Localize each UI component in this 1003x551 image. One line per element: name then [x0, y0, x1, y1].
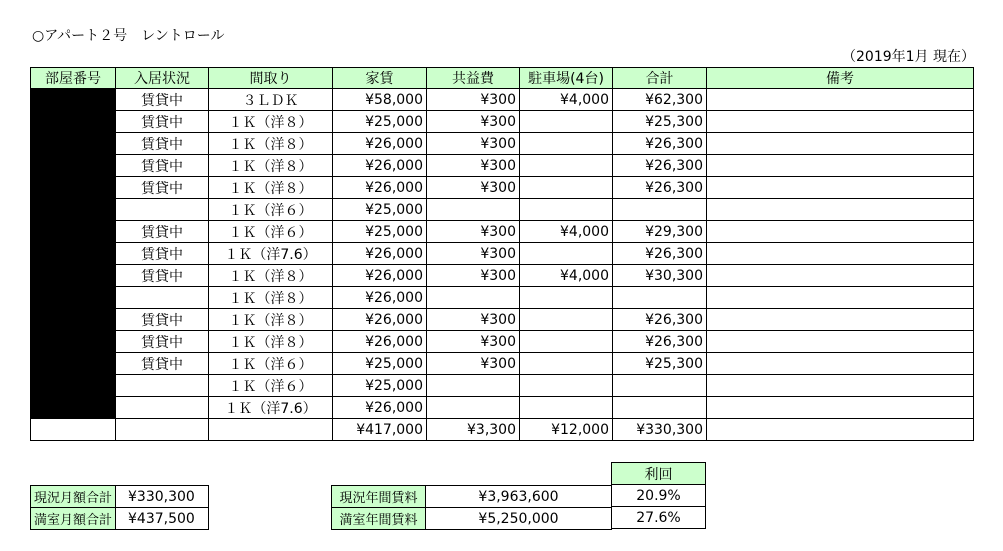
full-annual-label: 満室年間賃料: [332, 508, 426, 530]
cell-total: ¥25,300: [613, 111, 707, 133]
cell-status: [116, 397, 209, 419]
cell-layout: １Ｋ（洋６）: [209, 199, 333, 221]
cell-status: 賃貸中: [116, 221, 209, 243]
table-row: [31, 199, 974, 221]
current-yield-value: 20.9%: [612, 485, 706, 507]
cell-status: [116, 375, 209, 397]
cell-notes: [707, 353, 974, 375]
table-row: [31, 111, 974, 133]
cell-common-fee: [427, 287, 520, 309]
cell-parking: [520, 353, 613, 375]
cell-status: 賃貸中: [116, 243, 209, 265]
table-row: [31, 133, 974, 155]
cell-status: 賃貸中: [116, 353, 209, 375]
totals-rent: ¥417,000: [333, 419, 427, 441]
cell-parking: [520, 331, 613, 353]
monthly-summary-table: [30, 485, 209, 530]
cell-common-fee: ¥300: [427, 177, 520, 199]
cell-status: [116, 287, 209, 309]
cell-notes: [707, 375, 974, 397]
header-layout: 間取り: [209, 68, 333, 89]
cell-total: [613, 375, 707, 397]
table-row: [31, 89, 974, 111]
cell-notes: [707, 265, 974, 287]
cell-status: 賃貸中: [116, 89, 209, 111]
cell-layout: １Ｋ（洋８）: [209, 133, 333, 155]
cell-common-fee: [427, 375, 520, 397]
header-row: [31, 68, 974, 89]
cell-parking: [520, 287, 613, 309]
cell-rent: ¥26,000: [333, 133, 427, 155]
current-monthly-value: ¥330,300: [116, 486, 209, 508]
totals-fee: ¥3,300: [427, 419, 520, 441]
cell-notes: [707, 397, 974, 419]
cell-layout: １Ｋ（洋7.6）: [209, 397, 333, 419]
cell-total: ¥25,300: [613, 353, 707, 375]
current-yield-row: [612, 485, 706, 507]
cell-parking: [520, 309, 613, 331]
cell-rent: ¥58,000: [333, 89, 427, 111]
cell-total: ¥29,300: [613, 221, 707, 243]
current-annual-value: ¥3,963,600: [426, 486, 612, 508]
cell-parking: [520, 177, 613, 199]
table-row: [31, 331, 974, 353]
cell-rent: ¥25,000: [333, 221, 427, 243]
cell-total: ¥26,300: [613, 309, 707, 331]
table-row: [31, 177, 974, 199]
cell-layout: １Ｋ（洋８）: [209, 331, 333, 353]
current-monthly-row: [31, 486, 209, 508]
current-annual-row: [332, 486, 612, 508]
cell-common-fee: ¥300: [427, 353, 520, 375]
cell-parking: [520, 199, 613, 221]
cell-status: 賃貸中: [116, 265, 209, 287]
current-monthly-label: 現況月額合計: [31, 486, 116, 508]
header-parking: 駐車場(4台): [520, 68, 613, 89]
yield-table: [611, 462, 706, 529]
totals-parking: ¥12,000: [520, 419, 613, 441]
document-title: ○アパート２号 レントロール: [32, 28, 225, 44]
cell-total: [613, 397, 707, 419]
cell-notes: [707, 221, 974, 243]
cell-notes: [707, 155, 974, 177]
cell-parking: [520, 243, 613, 265]
full-monthly-row: [31, 508, 209, 530]
yield-header-row: [612, 463, 706, 485]
header-common-fee: 共益費: [427, 68, 520, 89]
cell-notes: [707, 199, 974, 221]
cell-layout: １Ｋ（洋８）: [209, 265, 333, 287]
table-row: [31, 287, 974, 309]
cell-parking: [520, 111, 613, 133]
cell-rent: ¥26,000: [333, 243, 427, 265]
header-status: 入居状況: [116, 68, 209, 89]
cell-parking: [520, 133, 613, 155]
totals-total: ¥330,300: [613, 419, 707, 441]
totals-blank-2: [116, 419, 209, 441]
cell-common-fee: ¥300: [427, 133, 520, 155]
cell-notes: [707, 309, 974, 331]
rent-roll-table: [30, 67, 974, 441]
header-rent: 家賃: [333, 68, 427, 89]
cell-total: ¥30,300: [613, 265, 707, 287]
cell-layout: １Ｋ（洋６）: [209, 375, 333, 397]
cell-notes: [707, 111, 974, 133]
cell-parking: [520, 155, 613, 177]
table-row: [31, 265, 974, 287]
cell-notes: [707, 243, 974, 265]
cell-status: 賃貸中: [116, 177, 209, 199]
cell-status: [116, 199, 209, 221]
cell-status: 賃貸中: [116, 331, 209, 353]
cell-layout: １Ｋ（洋８）: [209, 111, 333, 133]
header-room-number: 部屋番号: [31, 68, 116, 89]
cell-notes: [707, 177, 974, 199]
totals-row: [31, 419, 974, 441]
cell-common-fee: [427, 397, 520, 419]
cell-notes: [707, 287, 974, 309]
totals-notes: [707, 419, 974, 441]
cell-status: 賃貸中: [116, 133, 209, 155]
cell-rent: ¥26,000: [333, 265, 427, 287]
cell-total: ¥62,300: [613, 89, 707, 111]
full-monthly-label: 満室月額合計: [31, 508, 116, 530]
cell-common-fee: ¥300: [427, 243, 520, 265]
cell-notes: [707, 331, 974, 353]
cell-rent: ¥25,000: [333, 111, 427, 133]
full-annual-value: ¥5,250,000: [426, 508, 612, 530]
cell-layout: ３ＬＤＫ: [209, 89, 333, 111]
cell-notes: [707, 89, 974, 111]
full-yield-row: [612, 507, 706, 529]
cell-layout: １Ｋ（洋８）: [209, 309, 333, 331]
table-row: [31, 397, 974, 419]
cell-total: ¥26,300: [613, 331, 707, 353]
cell-layout: １Ｋ（洋６）: [209, 353, 333, 375]
cell-rent: ¥25,000: [333, 199, 427, 221]
cell-common-fee: ¥300: [427, 155, 520, 177]
cell-total: ¥26,300: [613, 133, 707, 155]
cell-parking: ¥4,000: [520, 265, 613, 287]
table-row: [31, 375, 974, 397]
table-row: [31, 221, 974, 243]
cell-status: 賃貸中: [116, 111, 209, 133]
cell-notes: [707, 133, 974, 155]
cell-parking: ¥4,000: [520, 89, 613, 111]
full-monthly-value: ¥437,500: [116, 508, 209, 530]
cell-rent: ¥25,000: [333, 375, 427, 397]
cell-parking: [520, 397, 613, 419]
yield-label: 利回: [612, 463, 706, 485]
totals-blank-3: [209, 419, 333, 441]
cell-common-fee: ¥300: [427, 265, 520, 287]
cell-parking: [520, 375, 613, 397]
totals-blank-1: [31, 419, 116, 441]
cell-total: [613, 199, 707, 221]
header-notes: 備考: [707, 68, 974, 89]
cell-rent: ¥26,000: [333, 155, 427, 177]
cell-common-fee: ¥300: [427, 111, 520, 133]
cell-status: 賃貸中: [116, 155, 209, 177]
current-annual-label: 現況年間賃料: [332, 486, 426, 508]
cell-common-fee: ¥300: [427, 331, 520, 353]
cell-total: ¥26,300: [613, 155, 707, 177]
full-yield-value: 27.6%: [612, 507, 706, 529]
cell-rent: ¥26,000: [333, 397, 427, 419]
cell-layout: １Ｋ（洋7.6）: [209, 243, 333, 265]
cell-rent: ¥26,000: [333, 177, 427, 199]
header-total: 合計: [613, 68, 707, 89]
cell-total: [613, 287, 707, 309]
full-annual-row: [332, 508, 612, 530]
table-row: [31, 155, 974, 177]
cell-rent: ¥26,000: [333, 287, 427, 309]
cell-common-fee: ¥300: [427, 89, 520, 111]
table-row: [31, 309, 974, 331]
cell-rent: ¥25,000: [333, 353, 427, 375]
as-of-date: （2019年1月 現在）: [842, 49, 975, 65]
cell-layout: １Ｋ（洋８）: [209, 155, 333, 177]
cell-total: ¥26,300: [613, 177, 707, 199]
cell-layout: １Ｋ（洋６）: [209, 221, 333, 243]
cell-total: ¥26,300: [613, 243, 707, 265]
cell-rent: ¥26,000: [333, 309, 427, 331]
cell-common-fee: ¥300: [427, 221, 520, 243]
cell-layout: １Ｋ（洋８）: [209, 177, 333, 199]
cell-rent: ¥26,000: [333, 331, 427, 353]
cell-layout: １Ｋ（洋８）: [209, 287, 333, 309]
table-row: [31, 243, 974, 265]
cell-status: 賃貸中: [116, 309, 209, 331]
cell-common-fee: [427, 199, 520, 221]
cell-parking: ¥4,000: [520, 221, 613, 243]
annual-summary-table: [331, 485, 612, 530]
cell-common-fee: ¥300: [427, 309, 520, 331]
room-number-redacted: [31, 89, 116, 419]
table-row: [31, 353, 974, 375]
